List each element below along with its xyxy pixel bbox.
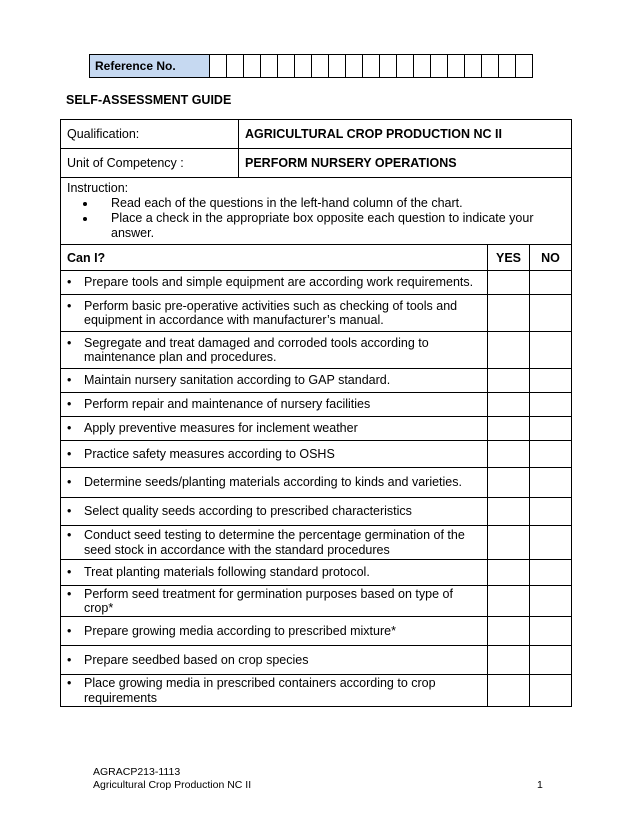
- instruction-item: • Read each of the questions in the left-hand column of the chart.: [97, 196, 571, 211]
- table-row: [61, 586, 572, 617]
- yes-checkbox-cell[interactable]: [488, 560, 530, 586]
- self-assessment-table: [60, 244, 572, 707]
- bullet-icon: •: [67, 446, 72, 461]
- question-cell: [61, 560, 488, 586]
- footer-title: Agricultural Crop Production NC II: [93, 779, 252, 791]
- no-checkbox-cell[interactable]: [530, 646, 572, 675]
- bullet-icon: •: [67, 652, 72, 667]
- yes-checkbox-cell[interactable]: [488, 271, 530, 295]
- reference-digit-box[interactable]: [414, 55, 431, 78]
- no-checkbox-cell[interactable]: [530, 393, 572, 417]
- question-cell: [61, 271, 488, 295]
- yes-checkbox-cell[interactable]: [488, 441, 530, 468]
- qualification-label: Qualification:: [61, 120, 239, 149]
- question-text: Place growing media in prescribed containers according to crop requirements: [84, 676, 436, 705]
- unit-label: Unit of Competency :: [61, 149, 239, 178]
- reference-number-label: Reference No.: [90, 55, 210, 78]
- table-row: [61, 526, 572, 560]
- reference-digit-box[interactable]: [448, 55, 465, 78]
- table-row: [61, 468, 572, 498]
- question-cell: [61, 675, 488, 707]
- yes-checkbox-cell[interactable]: [488, 468, 530, 498]
- yes-checkbox-cell[interactable]: [488, 417, 530, 441]
- instruction-list: [67, 196, 571, 241]
- bullet-icon: •: [67, 586, 72, 601]
- reference-digit-box[interactable]: [329, 55, 346, 78]
- reference-digit-box[interactable]: [278, 55, 295, 78]
- bullet-icon: •: [67, 504, 72, 519]
- question-text: Prepare tools and simple equipment are according work requirements.: [84, 275, 474, 290]
- question-text: Practice safety measures according to OSHS: [84, 446, 335, 461]
- column-header-yes: YES: [488, 245, 530, 271]
- assessment-header: [60, 119, 572, 245]
- yes-checkbox-cell[interactable]: [488, 675, 530, 707]
- question-cell: [61, 646, 488, 675]
- question-text: Select quality seeds according to prescribed characteristics: [84, 504, 412, 519]
- question-cell: [61, 586, 488, 617]
- table-row: [61, 369, 572, 393]
- table-row: [61, 498, 572, 526]
- reference-digit-box[interactable]: [346, 55, 363, 78]
- page-title: SELF-ASSESSMENT GUIDE: [66, 93, 232, 107]
- no-checkbox-cell[interactable]: [530, 295, 572, 332]
- question-cell: [61, 441, 488, 468]
- reference-digit-box[interactable]: [465, 55, 482, 78]
- column-header-question: Can I?: [61, 245, 488, 271]
- no-checkbox-cell[interactable]: [530, 468, 572, 498]
- question-cell: [61, 617, 488, 646]
- no-checkbox-cell[interactable]: [530, 586, 572, 617]
- yes-checkbox-cell[interactable]: [488, 332, 530, 369]
- no-checkbox-cell[interactable]: [530, 369, 572, 393]
- question-cell: [61, 526, 488, 560]
- question-cell: [61, 498, 488, 526]
- table-row: [61, 617, 572, 646]
- yes-checkbox-cell[interactable]: [488, 369, 530, 393]
- yes-checkbox-cell[interactable]: [488, 646, 530, 675]
- bullet-icon: •: [67, 421, 72, 436]
- table-row: [61, 271, 572, 295]
- question-text: Perform basic pre-operative activities such as checking of tools and equipment in accordance with manufacturer’s manual.: [84, 298, 458, 327]
- no-checkbox-cell[interactable]: [530, 271, 572, 295]
- reference-digit-box[interactable]: [244, 55, 261, 78]
- question-text: Perform repair and maintenance of nursery facilities: [84, 397, 371, 412]
- instruction-cell: [61, 178, 572, 245]
- table-row: [61, 441, 572, 468]
- question-text: Determine seeds/planting materials according to kinds and varieties.: [84, 475, 462, 490]
- reference-digit-box[interactable]: [312, 55, 329, 78]
- bullet-icon: •: [67, 298, 72, 313]
- column-header-no: NO: [530, 245, 572, 271]
- yes-checkbox-cell[interactable]: [488, 586, 530, 617]
- no-checkbox-cell[interactable]: [530, 617, 572, 646]
- question-cell: [61, 393, 488, 417]
- yes-checkbox-cell[interactable]: [488, 526, 530, 560]
- yes-checkbox-cell[interactable]: [488, 393, 530, 417]
- question-cell: [61, 332, 488, 369]
- reference-digit-box[interactable]: [499, 55, 516, 78]
- instruction-item: • Place a check in the appropriate box opposite each question to indicate your answer.: [97, 211, 571, 241]
- no-checkbox-cell[interactable]: [530, 332, 572, 369]
- bullet-icon: •: [67, 397, 72, 412]
- no-checkbox-cell[interactable]: [530, 526, 572, 560]
- table-row: [61, 646, 572, 675]
- table-row: [61, 675, 572, 707]
- table-row: [61, 295, 572, 332]
- question-cell: [61, 295, 488, 332]
- bullet-icon: •: [67, 565, 72, 580]
- reference-digit-box[interactable]: [397, 55, 414, 78]
- question-text: Segregate and treat damaged and corroded tools according to maintenance plan and procedures.: [84, 335, 429, 364]
- bullet-icon: •: [67, 373, 72, 388]
- reference-digit-box[interactable]: [431, 55, 448, 78]
- table-row: [61, 393, 572, 417]
- page-number: 1: [537, 779, 543, 791]
- bullet-icon: •: [67, 676, 72, 690]
- question-cell: [61, 417, 488, 441]
- qualification-value: AGRICULTURAL CROP PRODUCTION NC II: [239, 120, 572, 149]
- yes-checkbox-cell[interactable]: [488, 498, 530, 526]
- question-text: Apply preventive measures for inclement weather: [84, 421, 358, 436]
- bullet-icon: •: [67, 623, 72, 638]
- no-checkbox-cell[interactable]: [530, 560, 572, 586]
- unit-value: PERFORM NURSERY OPERATIONS: [239, 149, 572, 178]
- reference-number-table: [89, 54, 533, 78]
- reference-digit-box[interactable]: [227, 55, 244, 78]
- question-cell: [61, 369, 488, 393]
- question-text: Prepare growing media according to prescribed mixture*: [84, 623, 396, 638]
- question-text: Perform seed treatment for germination purposes based on type of crop*: [84, 586, 453, 615]
- no-checkbox-cell[interactable]: [530, 417, 572, 441]
- reference-digit-box[interactable]: [210, 55, 227, 78]
- no-checkbox-cell[interactable]: [530, 675, 572, 707]
- footer-code: AGRACP213-1113: [93, 766, 181, 778]
- bullet-icon: •: [67, 528, 72, 542]
- bullet-icon: •: [67, 275, 72, 290]
- table-row: [61, 332, 572, 369]
- question-text: Prepare seedbed based on crop species: [84, 652, 309, 667]
- question-text: Conduct seed testing to determine the percentage germination of the seed stock in accordance with the standard procedures: [84, 528, 465, 557]
- bullet-icon: •: [67, 335, 72, 350]
- bullet-icon: •: [67, 475, 72, 490]
- table-row: [61, 560, 572, 586]
- question-text: Treat planting materials following standard protocol.: [84, 565, 370, 580]
- reference-digit-box[interactable]: [295, 55, 312, 78]
- footer: [93, 766, 251, 792]
- reference-digit-box[interactable]: [482, 55, 499, 78]
- reference-digit-box[interactable]: [516, 55, 533, 78]
- yes-checkbox-cell[interactable]: [488, 295, 530, 332]
- reference-digit-box[interactable]: [363, 55, 380, 78]
- table-row: [61, 417, 572, 441]
- instruction-label: Instruction:: [67, 181, 129, 195]
- question-cell: [61, 468, 488, 498]
- reference-digit-box[interactable]: [380, 55, 397, 78]
- yes-checkbox-cell[interactable]: [488, 617, 530, 646]
- reference-digit-box[interactable]: [261, 55, 278, 78]
- no-checkbox-cell[interactable]: [530, 441, 572, 468]
- question-text: Maintain nursery sanitation according to GAP standard.: [84, 373, 391, 388]
- no-checkbox-cell[interactable]: [530, 498, 572, 526]
